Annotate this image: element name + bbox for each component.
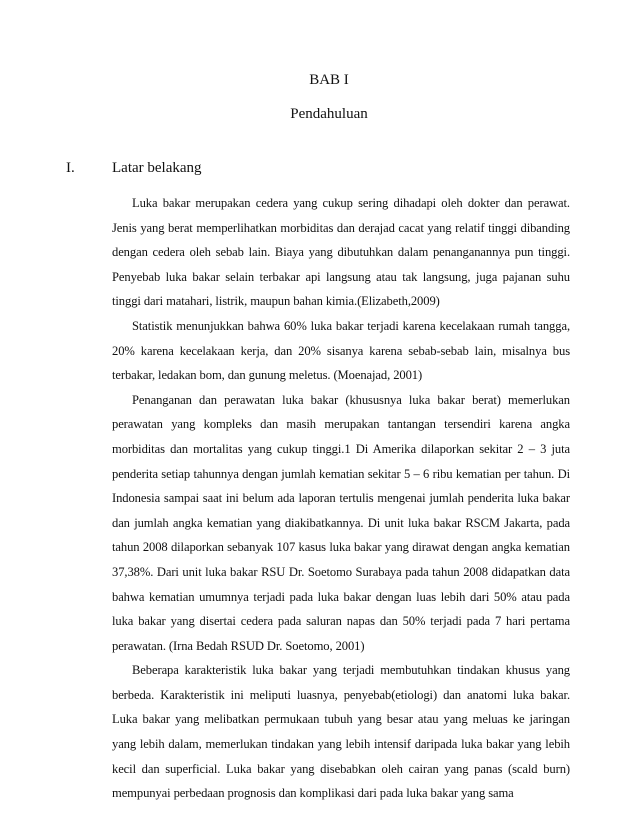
chapter-subtitle: Pendahuluan — [290, 106, 368, 122]
chapter-title: BAB I — [309, 72, 349, 88]
section-title: Latar belakang — [112, 160, 202, 176]
section-heading — [66, 160, 202, 177]
paragraph: Statistik menunjukkan bahwa 60% luka bakar terjadi karena kecelakaan rumah tangga, 20% karena kecelakaan kerja, dan 20% sisanya karena sebab-sebab lain, misalnya bus terbakar, ledakan bom, dan gunung meletus. (Moenajad, 2001) — [112, 318, 570, 383]
paragraph: Penanganan dan perawatan luka bakar (khususnya luka bakar berat) memerlukan perawatan yang kompleks dan masih merupakan tantangan tersendiri karena angka morbiditas dan mortalitas yang cukup tinggi.1 Di Amerika dilaporkan sekitar 2 – 3 juta penderita setiap tahunnya dengan jumlah kematian sekitar 5 – 6 ribu kematian per tahun. Di Indonesia sampai saat ini belum ada laporan tertulis mengenai jumlah penderita luka bakar dan jumlah angka kematian yang diakibatkannya. Di unit luka bakar RSCM Jakarta, pada tahun 2008 dilaporkan sebanyak 107 kasus luka bakar yang dirawat dengan angka kematian 37,38%. Dari unit luka bakar RSU Dr. Soetomo Surabaya pada tahun 2008 didapatkan data bahwa kematian umumnya terjadi pada luka bakar dengan luas lebih dari 50% atau pada luka bakar yang disertai cedera pada saluran napas dan 50% terjadi pada 7 hari pertama perawatan. (Irna Bedah RSUD Dr. Soetomo, 2001) — [112, 392, 570, 653]
paragraph: Beberapa karakteristik luka bakar yang terjadi membutuhkan tindakan khusus yang berbeda. Karakteristik ini meliputi luasnya, penyebab(etiologi) dan anatomi luka bakar. Luka bakar yang melibatkan permukaan tubuh yang besar atau yang meluas ke jaringan yang lebih dalam, memerlukan tindakan yang lebih intensif daripada luka bakar yang lebih kecil dan superficial. Luka bakar yang disebabkan oleh cairan yang panas (scald burn) mempunyai perbedaan prognosis dan komplikasi dari pada luka bakar yang sama — [112, 663, 570, 801]
paragraph: Luka bakar merupakan cedera yang cukup sering dihadapi oleh dokter dan perawat. Jenis yang berat memperlihatkan morbiditas dan derajad cacat yang relatif tinggi dibanding dengan cedera oleh sebab lain. Biaya yang dibutuhkan dalam penanganannya pun tinggi. Penyebab luka bakar selain terbakar api langsung atau tak langsung, juga pajanan suhu tinggi dari matahari, listrik, maupun bahan kimia.(Elizabeth,2009) — [112, 196, 570, 309]
section-number: I. — [66, 160, 75, 176]
body-text — [112, 191, 570, 806]
